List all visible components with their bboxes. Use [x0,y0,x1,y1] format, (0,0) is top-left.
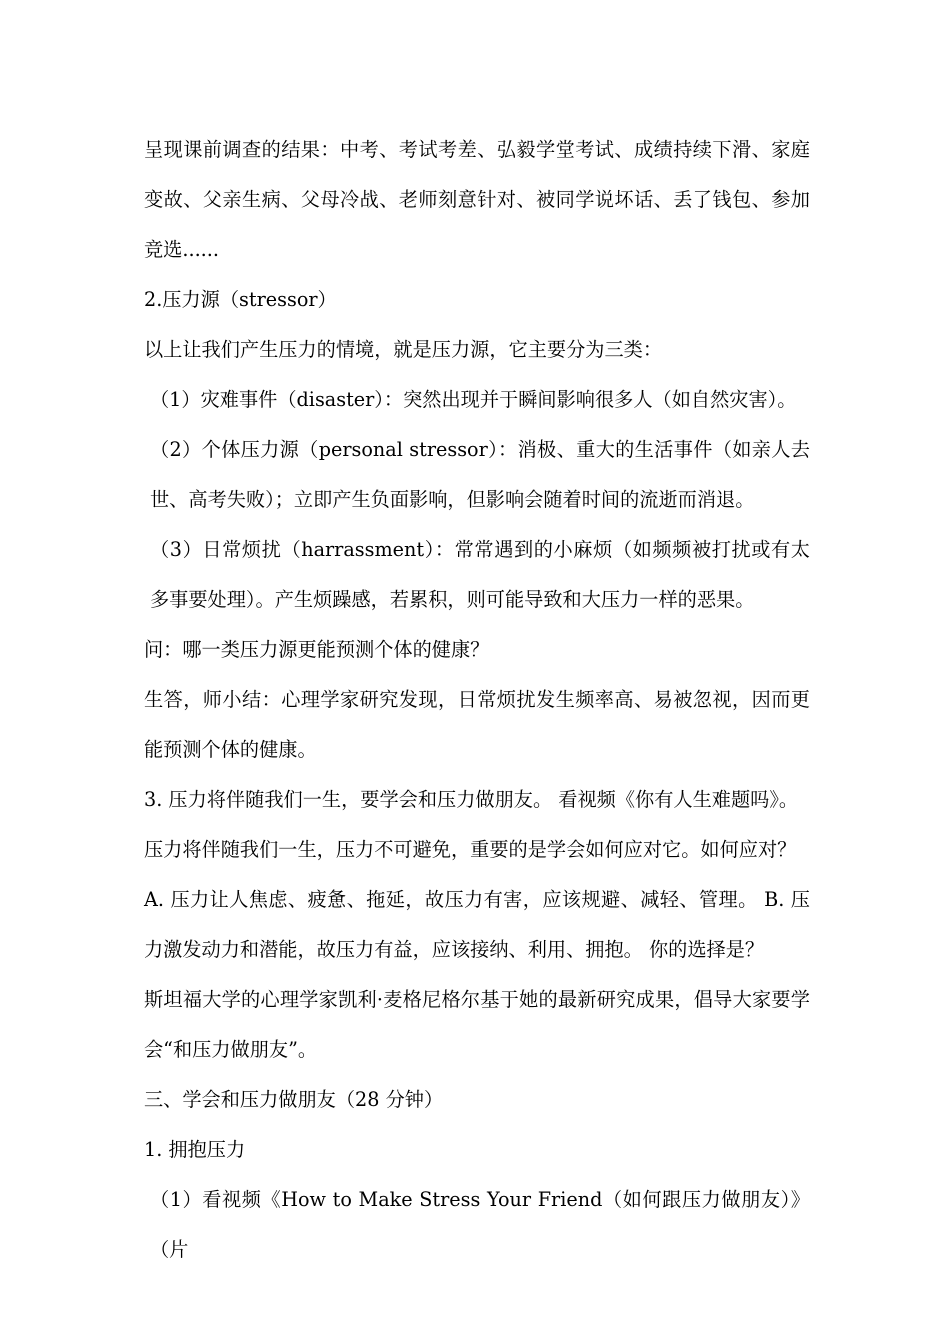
section-heading-three: 三、学会和压力做朋友（28 分钟） [144,1088,444,1111]
list-item-harrassment: （3）日常烦扰（harrassment）：常常遇到的小麻烦（如频频被打扰或有太多事要处理）。产生烦躁感，若累积，则可能导致和大压力一样的恶果。 [150,538,810,611]
paragraph-stanford-research: 斯坦福大学的心理学家凯利·麦格尼格尔基于她的最新研究成果，倡导大家要学会“和压力做朋友”。 [144,988,810,1061]
list-item-watch-video: （1）看视频《How to Make Stress Your Friend（如何跟压力做朋友）》（片 [150,1188,810,1261]
list-item-personal-stressor: （2）个体压力源（personal stressor）：消极、重大的生活事件（如亲人去世、高考失败）；立即产生负面影响，但影响会随着时间的流逝而消退。 [150,438,810,511]
list-item-disaster: （1）灾难事件（disaster）：突然出现并于瞬间影响很多人（如自然灾害）。 [150,388,797,411]
heading-befriend-stress: 3. 压力将伴随我们一生，要学会和压力做朋友。 看视频《你有人生难题吗》。 [144,788,799,811]
paragraph-question: 问：哪一类压力源更能预测个体的健康？ [144,638,490,661]
heading-stressor: 2.压力源（stressor） [144,288,337,311]
paragraph-choices: A. 压力让人焦虑、疲惫、拖延，故压力有害，应该规避、减轻、管理。 B. 压力激发动力和潜能，故压力有益，应该接纳、利用、拥抱。 你的选择是？ [144,888,810,961]
paragraph-stressor-intro: 以上让我们产生压力的情境，就是压力源，它主要分为三类： [144,338,663,361]
subheading-embrace-stress: 1. 拥抱压力 [144,1138,246,1161]
document-body [144,125,810,1275]
paragraph-survey-results: 呈现课前调查的结果：中考、考试考差、弘毅学堂考试、成绩持续下滑、家庭变故、父亲生病、父母冷战、老师刻意针对、被同学说坏话、丢了钱包、参加竞选...... [144,138,810,261]
paragraph-how-to-cope: 压力将伴随我们一生，压力不可避免，重要的是学会如何应对它。如何应对？ [144,838,797,861]
paragraph-summary: 生答，师小结：心理学家研究发现，日常烦扰发生频率高、易被忽视，因而更能预测个体的健康。 [144,688,810,761]
